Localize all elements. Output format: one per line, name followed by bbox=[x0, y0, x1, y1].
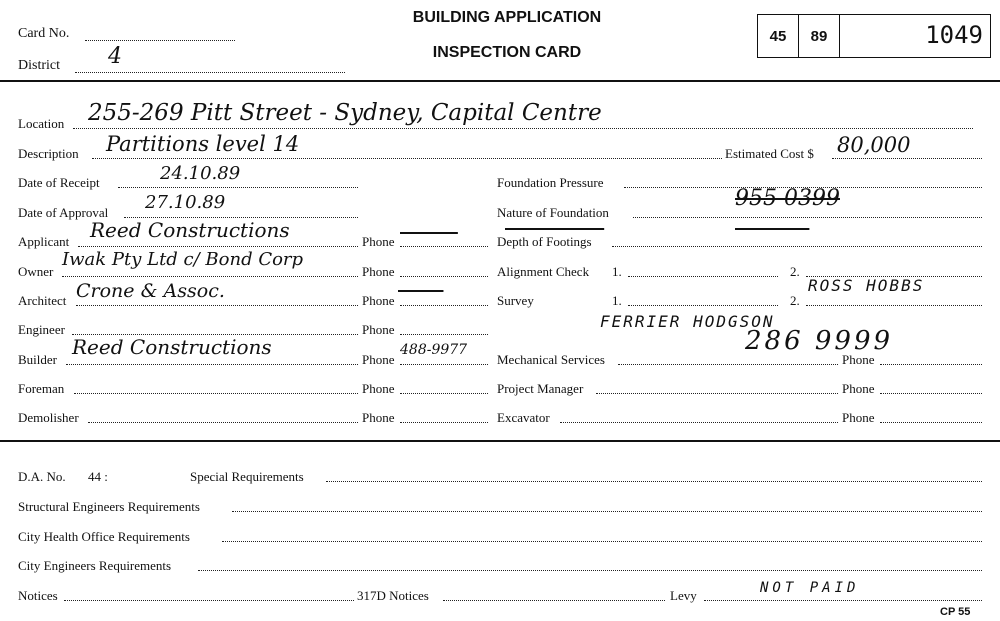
applicant-phone-scribble bbox=[400, 226, 458, 241]
date-receipt-label: Date of Receipt bbox=[18, 175, 100, 190]
survey-line-2 bbox=[806, 305, 982, 306]
demolisher-line bbox=[88, 422, 358, 423]
excavator-phone-label: Phone bbox=[842, 410, 875, 425]
applicant-value: Reed Constructions bbox=[90, 218, 290, 242]
architect-phone-line bbox=[400, 305, 488, 306]
demolisher-phone-line bbox=[400, 422, 488, 423]
owner-phone-line bbox=[400, 276, 488, 277]
city-engineers-label: City Engineers Requirements bbox=[18, 558, 172, 573]
project-manager-line bbox=[596, 393, 838, 394]
317d-notices-label: 317D Notices bbox=[357, 588, 429, 603]
da-no-value: 44 : bbox=[88, 469, 108, 484]
demolisher-label: Demolisher bbox=[18, 410, 79, 425]
mechanical-services-phone-label: Phone bbox=[842, 352, 875, 367]
alignment-check-label: Alignment Check bbox=[497, 264, 590, 279]
317d-notices-line bbox=[443, 600, 665, 601]
builder-phone-label: Phone bbox=[362, 352, 395, 367]
date-receipt-value: 24.10.89 bbox=[160, 163, 241, 184]
district-label: District bbox=[18, 58, 60, 73]
header-divider bbox=[0, 80, 1000, 82]
applicant-line bbox=[78, 246, 358, 247]
district-value: 4 bbox=[108, 44, 122, 69]
builder-phone-line bbox=[400, 364, 488, 365]
applicant-label: Applicant bbox=[18, 234, 70, 249]
levy-value: NOT PAID bbox=[760, 580, 860, 596]
date-receipt-line bbox=[118, 187, 358, 188]
reference-box-a: 45 bbox=[758, 15, 799, 57]
form-code: CP 55 bbox=[940, 606, 971, 618]
survey-num-2: 2. bbox=[790, 293, 800, 308]
demolisher-phone-label: Phone bbox=[362, 410, 395, 425]
location-value: 255-269 Pitt Street - Sydney, Capital Centre bbox=[88, 100, 602, 126]
foreman-label: Foreman bbox=[18, 381, 65, 396]
description-label: Description bbox=[18, 146, 79, 161]
project-manager-label: Project Manager bbox=[497, 381, 584, 396]
mechanical-services-name: FERRIER HODGSON bbox=[600, 312, 775, 331]
location-label: Location bbox=[18, 116, 65, 131]
depth-footings-scribble-2 bbox=[735, 222, 809, 237]
city-engineers-line bbox=[198, 570, 982, 571]
owner-value: Iwak Pty Ltd c/ Bond Corp bbox=[62, 249, 304, 270]
card-number: 1049 bbox=[925, 21, 983, 49]
architect-phone-scribble bbox=[398, 284, 443, 299]
structural-engineers-line bbox=[232, 511, 982, 512]
mechanical-services-line bbox=[618, 364, 838, 365]
survey-num-1: 1. bbox=[612, 293, 622, 308]
special-requirements-label: Special Requirements bbox=[190, 469, 304, 484]
owner-label: Owner bbox=[18, 264, 54, 279]
foreman-phone-line bbox=[400, 393, 488, 394]
mechanical-services-phone-line bbox=[880, 364, 982, 365]
special-requirements-line bbox=[326, 481, 982, 482]
city-health-label: City Health Office Requirements bbox=[18, 529, 190, 544]
architect-value: Crone & Assoc. bbox=[76, 280, 225, 302]
survey-label: Survey bbox=[497, 293, 534, 308]
card-title-line1: BUILDING APPLICATION bbox=[412, 9, 602, 26]
date-approval-value: 27.10.89 bbox=[145, 192, 226, 213]
owner-phone-label: Phone bbox=[362, 264, 395, 279]
levy-line bbox=[704, 600, 982, 601]
reference-box bbox=[757, 14, 991, 58]
builder-line bbox=[66, 364, 358, 365]
survey-value-2: ROSS HOBBS bbox=[808, 276, 925, 295]
excavator-phone-line bbox=[880, 422, 982, 423]
estimated-cost-label: Estimated Cost $ bbox=[725, 146, 814, 161]
architect-line bbox=[76, 305, 358, 306]
district-line bbox=[75, 72, 345, 73]
estimated-cost-value: 80,000 bbox=[837, 133, 911, 157]
excavator-label: Excavator bbox=[497, 410, 550, 425]
card-no-label: Card No. bbox=[18, 26, 70, 41]
builder-label: Builder bbox=[18, 352, 57, 367]
foreman-line bbox=[74, 393, 358, 394]
reference-box-b: 89 bbox=[799, 15, 840, 57]
engineer-label: Engineer bbox=[18, 322, 65, 337]
location-line bbox=[73, 128, 973, 129]
alignment-line-1 bbox=[628, 276, 778, 277]
nature-foundation-line bbox=[633, 217, 982, 218]
alignment-num-2: 2. bbox=[790, 264, 800, 279]
card-title-line2: INSPECTION CARD bbox=[432, 44, 582, 61]
architect-label: Architect bbox=[18, 293, 67, 308]
city-health-line bbox=[222, 541, 982, 542]
architect-phone-label: Phone bbox=[362, 293, 395, 308]
builder-phone-value: 488-9977 bbox=[400, 342, 468, 358]
alignment-num-1: 1. bbox=[612, 264, 622, 279]
nature-foundation-value: 955 0399 bbox=[735, 186, 840, 211]
foundation-pressure-label: Foundation Pressure bbox=[497, 175, 604, 190]
mechanical-services-label: Mechanical Services bbox=[497, 352, 605, 367]
engineer-phone-line bbox=[400, 334, 488, 335]
section-divider bbox=[0, 440, 1000, 442]
structural-engineers-label: Structural Engineers Requirements bbox=[18, 499, 200, 514]
card-no-line bbox=[85, 40, 235, 41]
description-value: Partitions level 14 bbox=[106, 132, 300, 156]
survey-line-1 bbox=[628, 305, 778, 306]
mechanical-services-phone: 286 9999 bbox=[745, 326, 894, 356]
notices-line bbox=[64, 600, 354, 601]
nature-foundation-label: Nature of Foundation bbox=[497, 205, 609, 220]
levy-label: Levy bbox=[670, 588, 697, 603]
depth-footings-scribble bbox=[505, 222, 604, 237]
estimated-cost-line bbox=[832, 158, 982, 159]
notices-label: Notices bbox=[18, 588, 58, 603]
owner-line bbox=[62, 276, 358, 277]
excavator-line bbox=[560, 422, 838, 423]
foreman-phone-label: Phone bbox=[362, 381, 395, 396]
depth-footings-label: Depth of Footings bbox=[497, 234, 592, 249]
builder-value: Reed Constructions bbox=[72, 335, 272, 359]
project-manager-phone-label: Phone bbox=[842, 381, 875, 396]
date-approval-label: Date of Approval bbox=[18, 205, 109, 220]
da-no-label: D.A. No. bbox=[18, 469, 66, 484]
depth-footings-line bbox=[612, 246, 982, 247]
applicant-phone-label: Phone bbox=[362, 234, 395, 249]
project-manager-phone-line bbox=[880, 393, 982, 394]
description-line bbox=[92, 158, 722, 159]
applicant-phone-line bbox=[400, 246, 488, 247]
engineer-phone-label: Phone bbox=[362, 322, 395, 337]
